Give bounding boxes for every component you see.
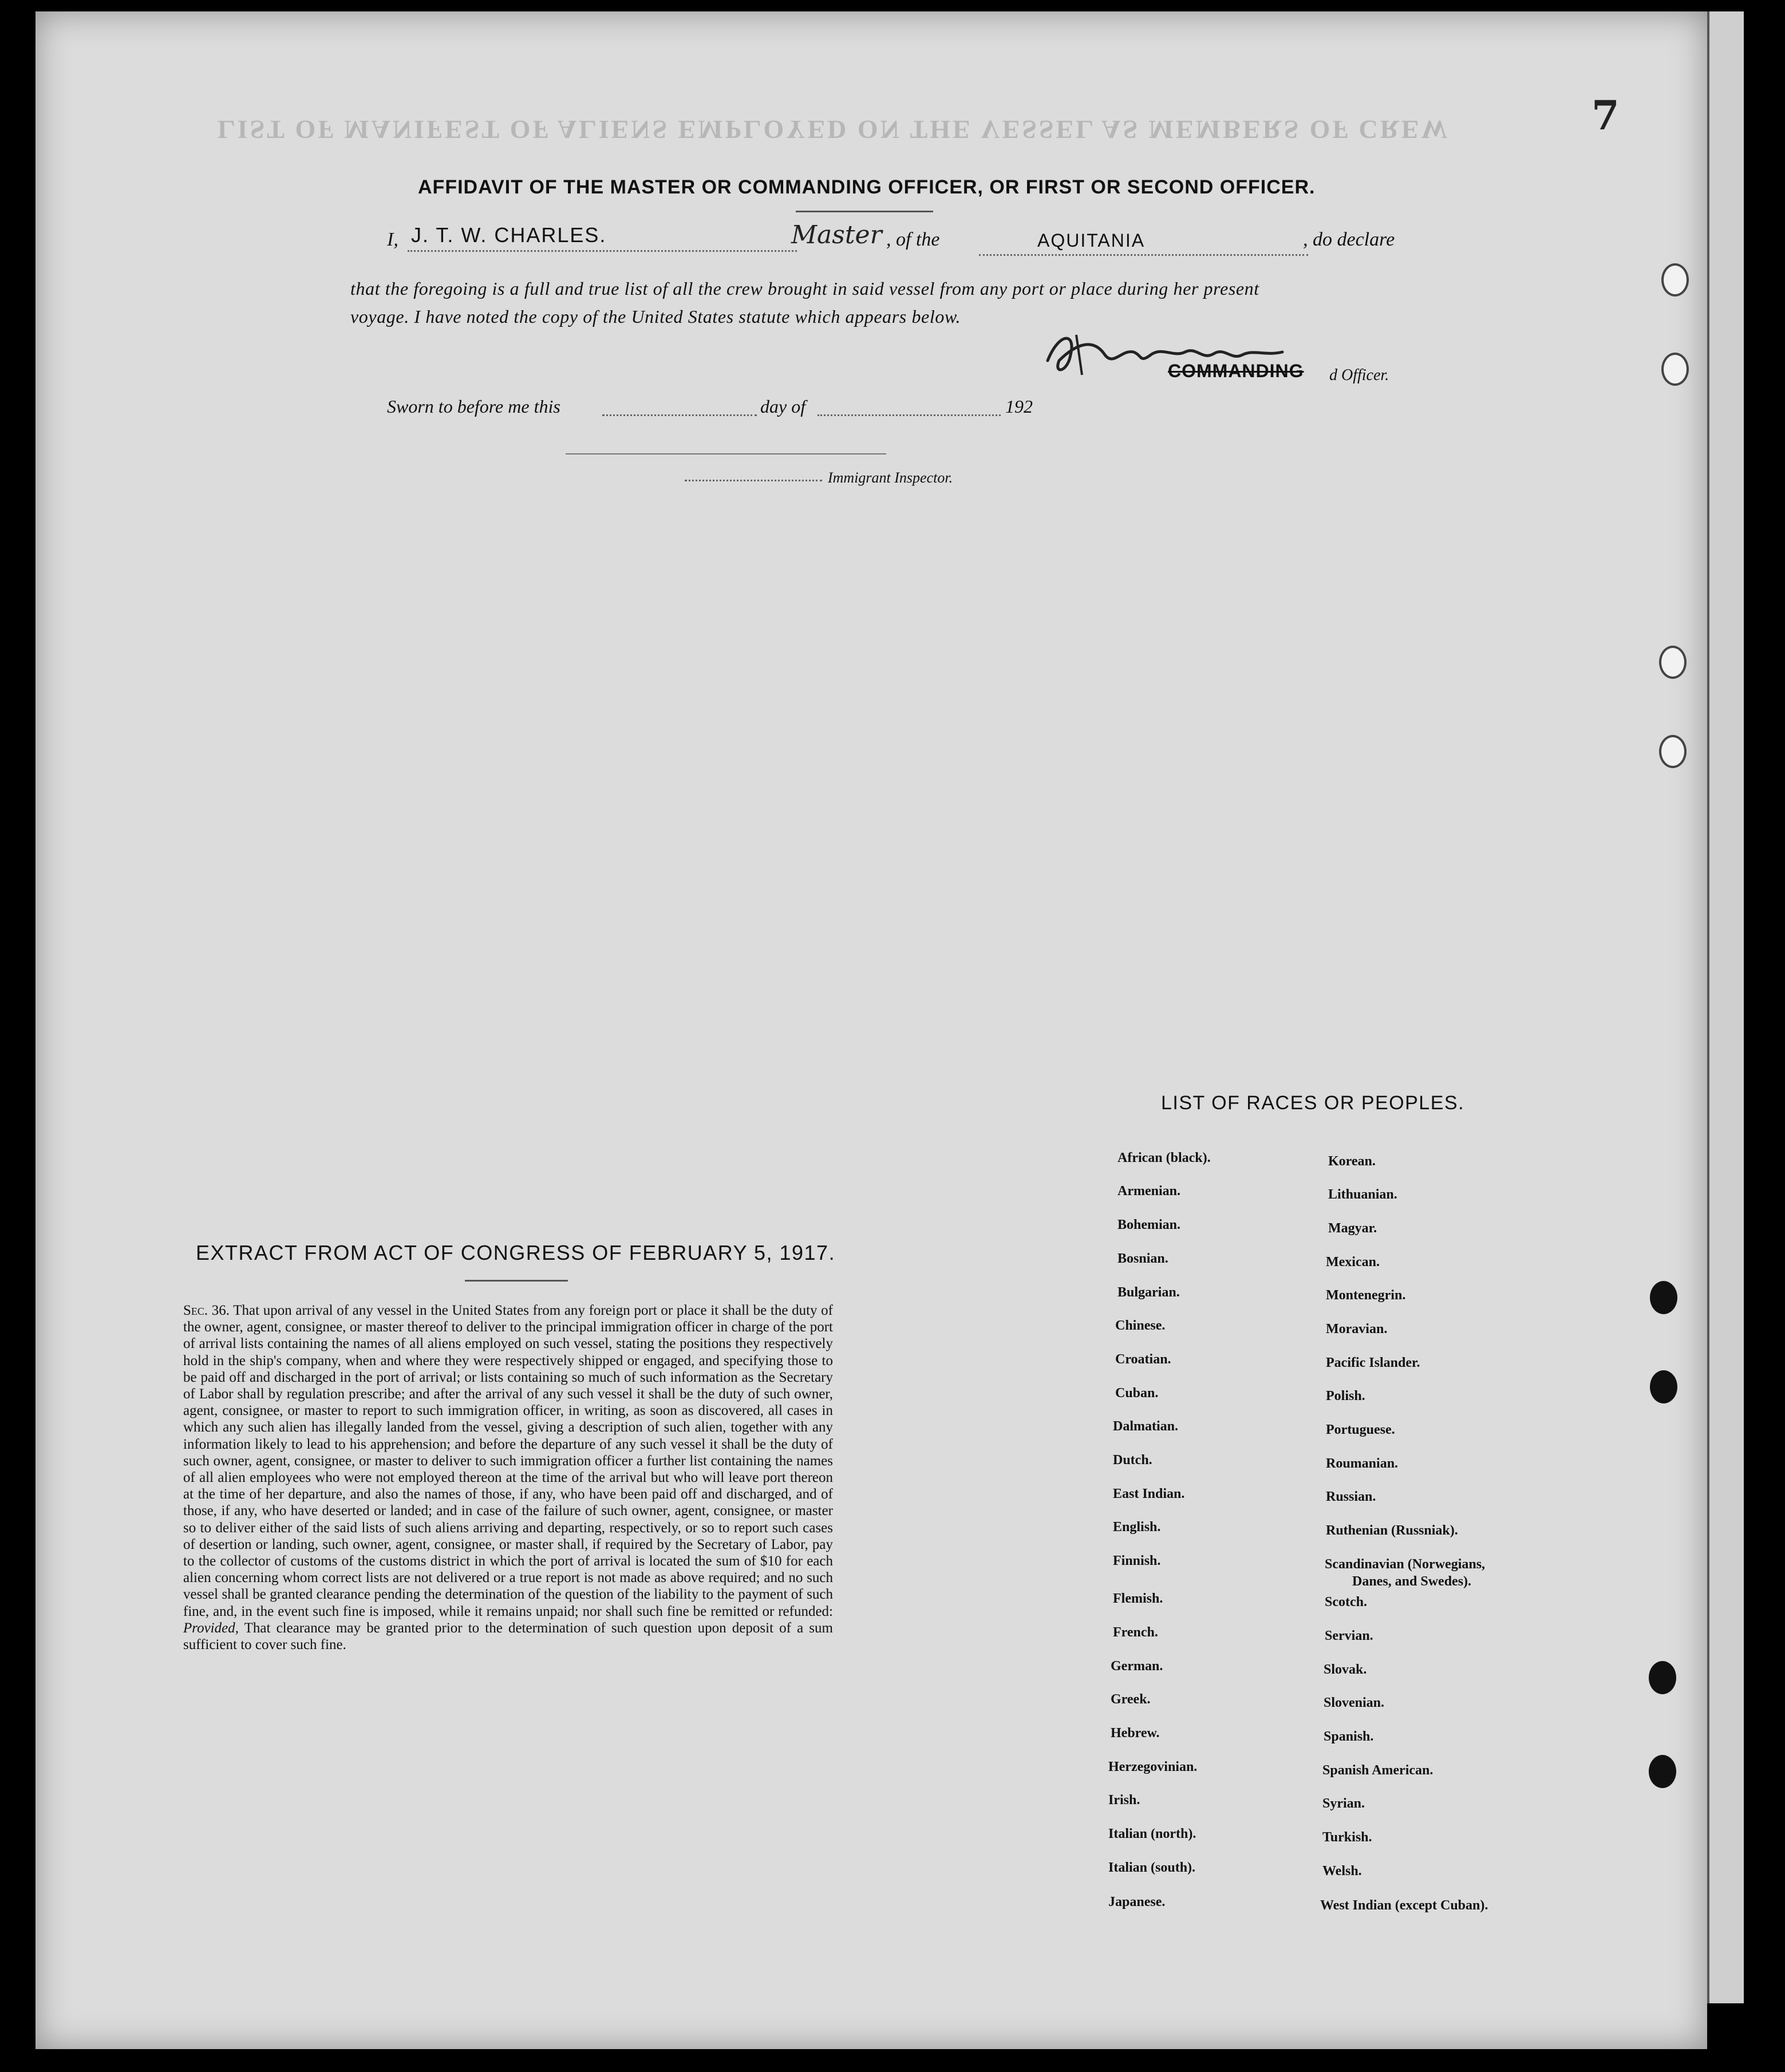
race-item: Syrian. bbox=[1322, 1796, 1365, 1811]
race-item: Spanish American. bbox=[1322, 1763, 1433, 1778]
race-item: Mexican. bbox=[1326, 1255, 1380, 1270]
race-item: West Indian (except Cuban). bbox=[1320, 1898, 1488, 1913]
race-item: Armenian. bbox=[1117, 1184, 1180, 1199]
race-item: Italian (south). bbox=[1108, 1860, 1196, 1875]
race-item: Portuguese. bbox=[1326, 1422, 1395, 1437]
declare-label: , do declare bbox=[1303, 229, 1395, 250]
race-item: Hebrew. bbox=[1111, 1726, 1160, 1741]
race-item: Ruthenian (Russniak). bbox=[1326, 1523, 1458, 1538]
race-item: Dutch. bbox=[1113, 1453, 1152, 1468]
sworn-day-line bbox=[602, 414, 757, 416]
of-the-label: , of the bbox=[886, 229, 940, 250]
race-item: Russian. bbox=[1326, 1489, 1376, 1504]
act-title: EXTRACT FROM ACT OF CONGRESS OF FEBRUARY 5, 1917. bbox=[196, 1241, 836, 1264]
act-section-text bbox=[183, 1302, 833, 1653]
section-body-end: That clearance may be granted prior to the determination of such question upon deposit of a sum sufficient to cover such fine. bbox=[183, 1620, 833, 1653]
section-body: That upon arrival of any vessel in the United States from any foreign port or place it shall be the duty of the owner, agent, consignee, or master thereof to deliver to the principal immigration officer in charge of the port of arrival lists containing the names of all aliens employed on such vessel, stating the positions they respectively hold in the ship's company, when and where they were respectively shipped or engaged, and specifying those to be paid off and discharged in the port of arrival; or lists containing so much of such information as the Secretary of Labor shall by regulation prescribe; and after the arrival of any such vessel it shall be the duty of such owner, agent, consignee, or master to report to such immigration officer, in writing, as soon as discovered, all cases in which any such alien has illegally landed from the vessel, giving a description of such alien, together with any information likely to lead to his apprehension; and before the departure of any such vessel it shall be the duty of such owner, agent, consignee, or master to deliver to such immigration officer a further list containing the names of all alien employees who were not employed thereon at the time of the arrival but who will leave port thereon at the time of her departure, and also the names of those, if any, who have been paid off and discharged, and of those, if any, who have deserted or landed; and in case of the failure of such owner, agent, consignee, or master so to deliver either of the said lists of such aliens arriving and departing, respectively, or so to report such cases of desertion or landing, such owner, agent, consignee, or master shall, if required by the Secretary of Labor, pay to the collector of customs of the customs district in which the port of arrival is located the sum of $10 for each alien concerning whom correct lists are not delivered or a true report is not made as above required; and no such vessel shall be granted clearance pending the determination of the question of the liability to the payment of such fine, and, in the event such fine is imposed, while it remains unpaid; nor shall such fine be remitted or refunded: bbox=[183, 1303, 833, 1619]
race-item: Servian. bbox=[1325, 1628, 1373, 1643]
vessel-fill-line bbox=[979, 254, 1308, 256]
corner-mark: 7 bbox=[1592, 92, 1620, 139]
race-item: Korean. bbox=[1328, 1154, 1376, 1169]
inspector-signature-line bbox=[566, 453, 886, 454]
punch-hole bbox=[1649, 1755, 1676, 1788]
name-fill-line bbox=[408, 250, 797, 252]
race-item: Bohemian. bbox=[1117, 1217, 1181, 1232]
race-item: Slovenian. bbox=[1324, 1695, 1385, 1710]
page-edge bbox=[1707, 11, 1744, 2003]
race-item: Bosnian. bbox=[1117, 1251, 1168, 1266]
punch-hole bbox=[1661, 353, 1689, 386]
sworn-month-line bbox=[818, 414, 1001, 416]
race-item: Chinese. bbox=[1115, 1318, 1166, 1333]
race-item: Slovak. bbox=[1324, 1662, 1367, 1677]
race-item: Herzegovinian. bbox=[1108, 1759, 1198, 1774]
race-item: French. bbox=[1113, 1625, 1158, 1640]
race-item: Dalmatian. bbox=[1113, 1419, 1178, 1434]
provided-label: Provided, bbox=[183, 1620, 239, 1636]
master-name: J. T. W. CHARLES. bbox=[411, 223, 607, 247]
section-label: Sec. 36. bbox=[183, 1303, 230, 1318]
punch-hole bbox=[1649, 1661, 1676, 1694]
year-label: 192 bbox=[1005, 396, 1033, 417]
race-item: Polish. bbox=[1326, 1389, 1365, 1403]
punch-hole bbox=[1650, 1281, 1677, 1314]
race-item: African (black). bbox=[1117, 1150, 1211, 1165]
affidavit-title: AFFIDAVIT OF THE MASTER OR COMMANDING OFFICER, OR FIRST OR SECOND OFFICER. bbox=[418, 176, 1316, 198]
commanding-stamp: COMMANDING bbox=[1168, 361, 1304, 381]
race-item: Cuban. bbox=[1115, 1386, 1159, 1401]
race-item: Finnish. bbox=[1113, 1553, 1161, 1568]
affidavit-line-2: that the foregoing is a full and true list of all the crew brought in said vessel from any port or place during her present bbox=[350, 278, 1259, 299]
race-item: Turkish. bbox=[1322, 1830, 1372, 1845]
race-item: Scotch. bbox=[1325, 1595, 1367, 1610]
vessel-name: AQUITANIA bbox=[1037, 230, 1146, 251]
race-item: Lithuanian. bbox=[1328, 1187, 1397, 1202]
rank-handwritten: Master bbox=[791, 220, 882, 250]
race-item: Croatian. bbox=[1115, 1352, 1171, 1367]
race-item: Flemish. bbox=[1113, 1591, 1163, 1606]
act-divider bbox=[465, 1280, 568, 1282]
inspector-label: Immigrant Inspector. bbox=[828, 469, 953, 486]
bleed-through-text: LIST OF MANIFEST OF ALIENS EMPLOYED ON THE VESSEL AS MEMBERS OF CREW bbox=[218, 115, 1450, 144]
race-item: Spanish. bbox=[1324, 1729, 1374, 1744]
race-item: German. bbox=[1111, 1659, 1163, 1674]
race-item: Bulgarian. bbox=[1117, 1285, 1180, 1300]
race-item: East Indian. bbox=[1113, 1486, 1185, 1501]
punch-hole bbox=[1650, 1370, 1677, 1403]
race-item: Montenegrin. bbox=[1326, 1288, 1406, 1303]
race-item: Italian (north). bbox=[1108, 1826, 1196, 1841]
punch-hole bbox=[1661, 263, 1689, 296]
race-item: Magyar. bbox=[1328, 1221, 1377, 1236]
inspector-dotted-line bbox=[685, 480, 822, 481]
race-item: Pacific Islander. bbox=[1326, 1355, 1420, 1370]
race-item: Japanese. bbox=[1108, 1895, 1166, 1909]
race-item: Moravian. bbox=[1326, 1322, 1388, 1336]
punch-hole bbox=[1659, 735, 1687, 768]
affidavit-prefix: I, bbox=[387, 229, 398, 250]
race-item: Irish. bbox=[1108, 1793, 1140, 1808]
race-item: Greek. bbox=[1111, 1692, 1151, 1707]
races-title: LIST OF RACES OR PEOPLES. bbox=[1161, 1092, 1465, 1114]
day-of-label: day of bbox=[760, 396, 806, 417]
affidavit-line-3: voyage. I have noted the copy of the United States statute which appears below. bbox=[350, 306, 961, 327]
officer-suffix: d Officer. bbox=[1329, 366, 1389, 384]
punch-hole bbox=[1659, 646, 1687, 679]
title-divider bbox=[796, 211, 933, 212]
sworn-label: Sworn to before me this bbox=[387, 396, 560, 417]
race-item: English. bbox=[1113, 1520, 1161, 1535]
race-item: Scandinavian (Norwegians, bbox=[1325, 1557, 1486, 1572]
race-item: Danes, and Swedes). bbox=[1352, 1574, 1472, 1589]
race-item: Welsh. bbox=[1322, 1864, 1362, 1879]
race-item: Roumanian. bbox=[1326, 1456, 1399, 1471]
